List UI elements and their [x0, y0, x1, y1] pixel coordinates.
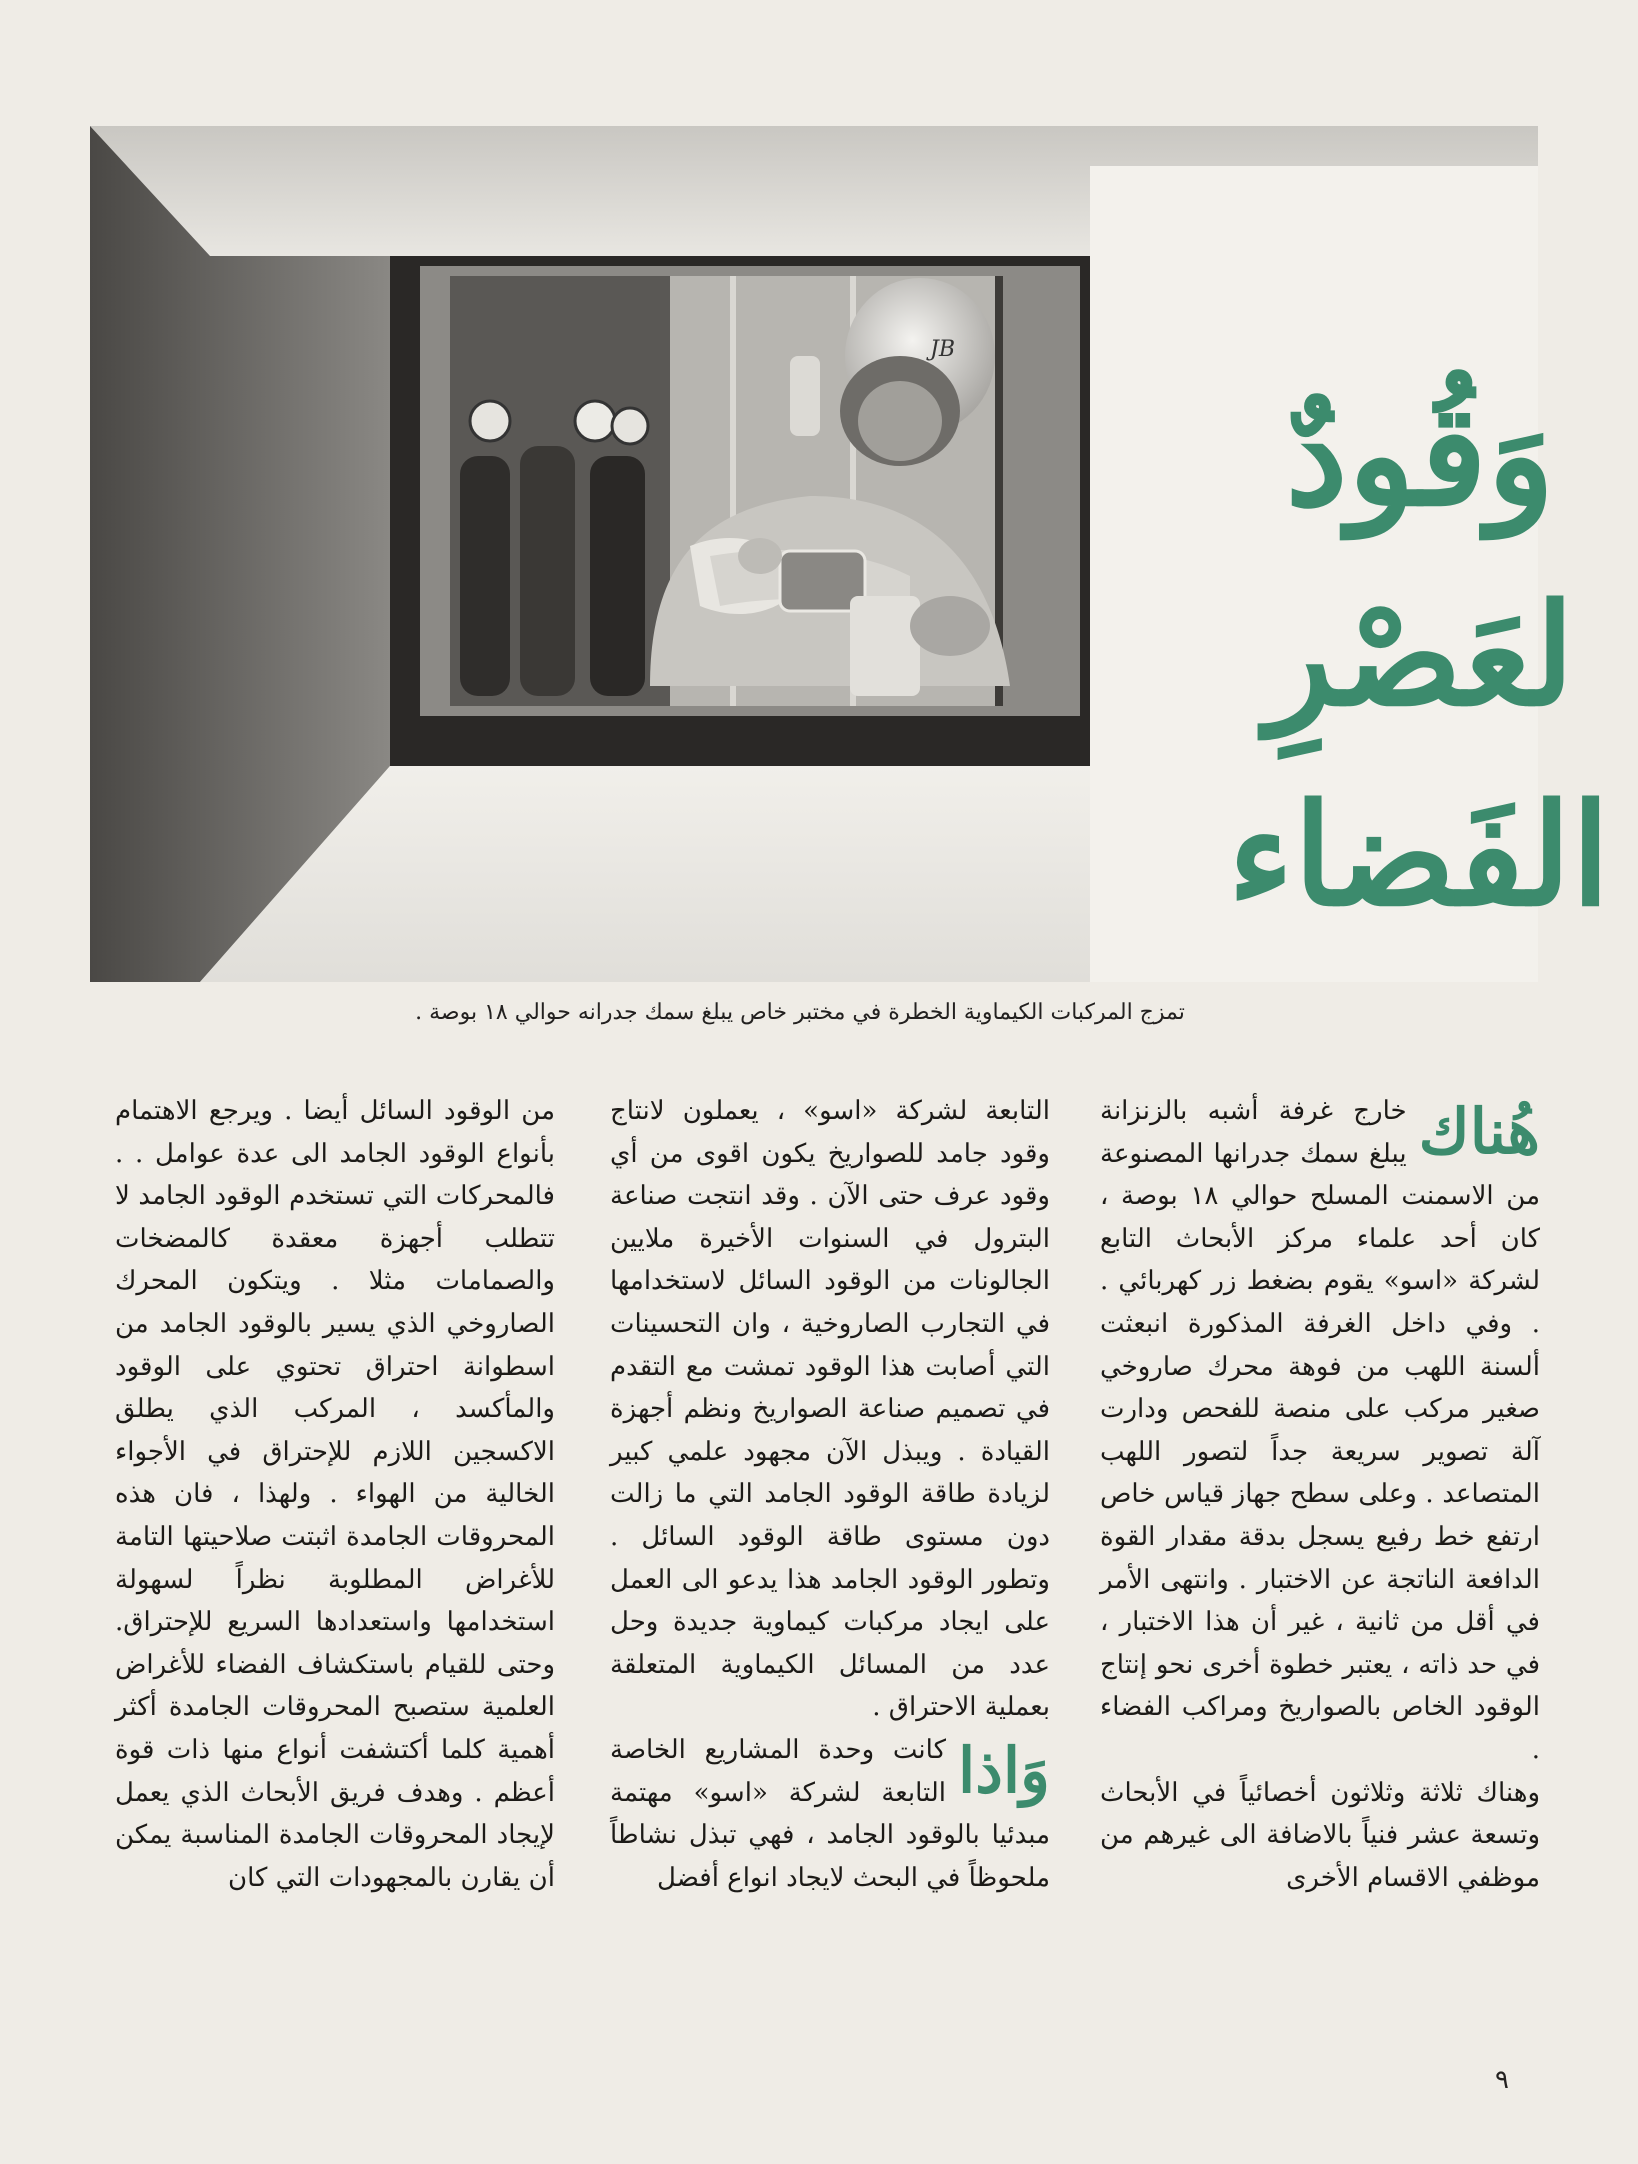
paragraph: من الوقود السائل أيضا . ويرجع الاهتمام بأنواع الوقود الجامد الى عدة عوامل . . فالمحركات التي تستخدم الوقود الجامد لا تتطلب أجهزة معقدة كالمضخات والصمامات مثلا . ويتكون المحرك الصاروخي الذي يسير بالوقود الجامد من اسطوانة احتراق تحتوي على الوقود والمأكسد ، المركب الذي يطلق الاكسجين اللازم للإحتراق في الأجواء الخالية من الهواء . ولهذا ، فان هذه المحروقات الجامدة اثبتت صلاحيتها التامة للأغراض المطلوبة نظراً لسهولة استخدامها واستعدادها السريع للإحتراق. وحتى للقيام باستكشاف الفضاء للأغراض العلمية ستصبح المحروقات الجامدة أكثر أهمية كلما أكتشفت أنواع منها ذات قوة أعظم . وهدف فريق الأبحاث الذي يعمل لإيجاد المحروقات الجامدة المناسبة يمكن أن يقارن بالمجهودات التي كان [115, 1096, 555, 1893]
article-body [90, 1090, 1540, 1970]
photo-caption: تمزج المركبات الكيماوية الخطرة في مختبر خاص يبلغ سمك جدرانه حوالي ١٨ بوصة . [415, 1000, 1185, 1025]
page-number: ٩ [1495, 2065, 1509, 2095]
article-column-1 [1100, 1090, 1540, 1970]
title-line-1: وَقُودٌ [1285, 374, 1555, 538]
dropcap-word: هُناك [1418, 1095, 1540, 1168]
paragraph: التابعة لشركة «اسو» ، يعملون لانتاج وقود جامد للصواريخ يكون اقوى من أي وقود عرف حتى الآن . وقد انتجت صناعة البترول في السنوات الأخيرة ملايين الجالونات من الوقود السائل لاستخدامها في التجارب الصاروخية ، وان التحسينات التي أصابت هذا الوقود تمشت مع التقدم في تصميم صناعة الصواريخ ونظم أجهزة القيادة . ويبذل الآن مجهود علمي كبير لزيادة طاقة الوقود الجامد التي ما زالت دون مستوى طاقة الوقود السائل . وتطور الوقود الجامد هذا يدعو الى العمل على ايجاد مركبات كيماوية جديدة وحل عدد من المسائل الكيماوية المتعلقة بعملية الاحتراق . [610, 1096, 1050, 1723]
title-line-3: الفَضاء [1227, 774, 1610, 938]
title-line-2: لعَصْرِ [1265, 574, 1575, 738]
lab-photo [90, 126, 1610, 982]
svg-text:JB: JB [930, 337, 955, 362]
article-column-2 [610, 1090, 1050, 1970]
paragraph: كانت وحدة المشاريع الخاصة التابعة لشركة «اسو» مهتمة مبدئيا بالوقود الجامد ، فهي تبذل نشاطاً ملحوظاً في البحث لايجاد انواع أفضل [610, 1734, 1050, 1893]
dropcap-word: وَاذا [957, 1733, 1050, 1807]
paragraph: وهناك ثلاثة وثلاثون أخصائياً في الأبحاث وتسعة عشر فنياً بالاضافة الى غيرهم من موظفي الاقسام الأخرى [1100, 1777, 1540, 1893]
paragraph: خارج غرفة أشبه بالزنزانة يبلغ سمك جدرانها المصنوعة من الاسمنت المسلح حوالي ١٨ بوصة ، كان أحد علماء مركز الأبحاث التابع لشركة «اسو» يقوم بضغط زر كهربائي . . وفي داخل الغرفة المذكورة انبعثت ألسنة اللهب من فوهة محرك صاروخي صغير مركب على منصة للفحص ودارت آلة تصوير سريعة جداً لتصور اللهب المتصاعد . وعلى سطح جهاز قياس خاص ارتفع خط رفيع يسجل بدقة مقدار القوة الدافعة الناتجة عن الاختبار . وانتهى الأمر في أقل من ثانية ، غير أن هذا الاختبار ، في حد ذاته ، يعتبر خطوة أخرى نحو إنتاج الوقود الخاص بالصواريخ ومراكب الفضاء . [1100, 1096, 1540, 1765]
article-column-3 [115, 1090, 555, 1970]
article-title [1227, 356, 1610, 956]
